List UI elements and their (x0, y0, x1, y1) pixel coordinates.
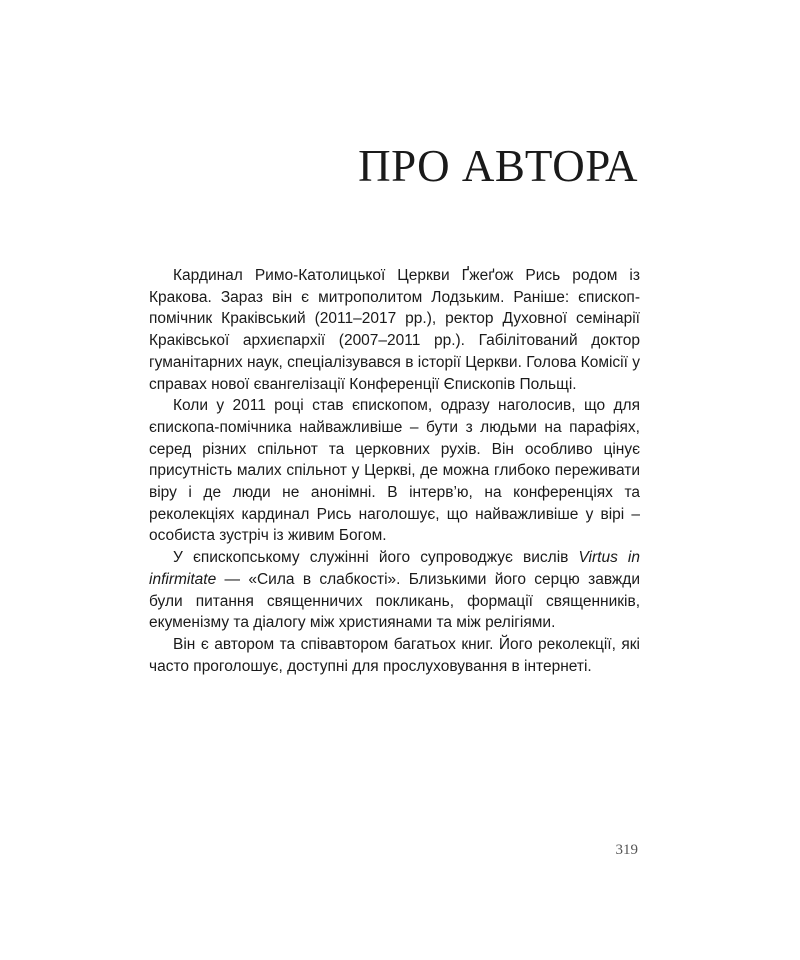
paragraph: Він є автором та співавтором багатьох книг. Його реколекції, які часто проголошує, доступні для прослуховування в інтернеті. (149, 635, 640, 675)
author-bio (149, 265, 640, 677)
paragraph-text: У єпископському служінні його супроводжує вислів (173, 549, 579, 567)
latin-motto: Virtus in infirmitate (149, 549, 640, 588)
page-number: 319 (615, 842, 638, 858)
paragraph-text: — «Сила в слабкості». Близькими його серцю завжди були питання священничих покликань, формації священників, екуменізму та діалогу між християнами та між релігіями. (149, 570, 640, 632)
paragraph: Кардинал Римо-Католицької Церкви Ґжеґож Рись родом із Кракова. Зараз він є митрополитом Лодзьким. Раніше: єпископ-помічник Краківський (2011–2017 рр.), ректор Духовної семінарії Краківської архиєпархії (2007–2011 рр.). Габілітований доктор гуманітарних наук, спеціалізувався в історії Церкви. Голова Комісії у справах нової євангелізації Конференції Єпископів Польщі. (149, 267, 640, 393)
paragraph: Коли у 2011 році став єпископом, одразу наголосив, що для єпископа-помічника найважливіше – бути з людьми на парафіях, серед різних спільнот та церковних рухів. Він особливо цінує присутність малих спільнот у Церкві, де можна глибоко переживати віру і де люди не анонімні. В інтерв’ю, на конференціях та реколекціях кардинал Рись наголошує, що найважливіше у вірі – особиста зустріч із живим Богом. (149, 397, 640, 545)
paragraph (149, 547, 640, 634)
chapter-title: ПРО АВТОРА (358, 141, 638, 191)
